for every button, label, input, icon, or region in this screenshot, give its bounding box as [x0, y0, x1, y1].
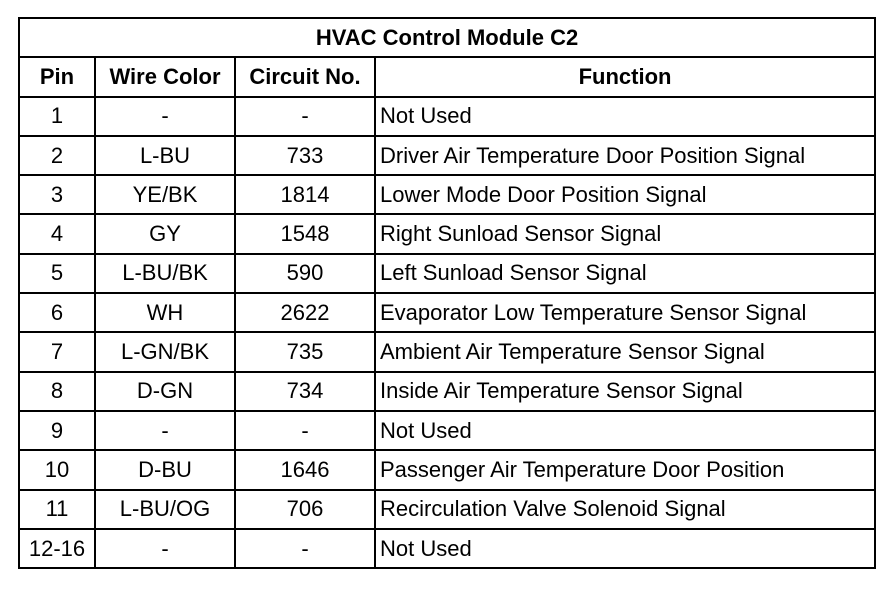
cell-circuit-no: 1646	[235, 450, 375, 489]
cell-wire-color: D-GN	[95, 372, 235, 411]
cell-function: Recirculation Valve Solenoid Signal	[375, 490, 875, 529]
header-wire-color: Wire Color	[95, 57, 235, 96]
pinout-table	[18, 17, 876, 569]
cell-function: Left Sunload Sensor Signal	[375, 254, 875, 293]
cell-pin: 4	[19, 214, 95, 253]
cell-pin: 5	[19, 254, 95, 293]
cell-circuit-no: 1814	[235, 175, 375, 214]
table-title: HVAC Control Module C2	[19, 18, 875, 57]
table-row	[19, 411, 875, 450]
cell-circuit-no: 735	[235, 332, 375, 371]
cell-circuit-no: 733	[235, 136, 375, 175]
cell-pin: 11	[19, 490, 95, 529]
cell-pin: 12-16	[19, 529, 95, 568]
cell-circuit-no: 706	[235, 490, 375, 529]
cell-pin: 6	[19, 293, 95, 332]
cell-wire-color: L-BU/BK	[95, 254, 235, 293]
table-row	[19, 372, 875, 411]
cell-wire-color: -	[95, 411, 235, 450]
cell-function: Ambient Air Temperature Sensor Signal	[375, 332, 875, 371]
table-row	[19, 332, 875, 371]
table-row	[19, 214, 875, 253]
cell-circuit-no: 590	[235, 254, 375, 293]
cell-pin: 9	[19, 411, 95, 450]
cell-function: Driver Air Temperature Door Position Signal	[375, 136, 875, 175]
cell-circuit-no: -	[235, 411, 375, 450]
cell-pin: 10	[19, 450, 95, 489]
cell-function: Right Sunload Sensor Signal	[375, 214, 875, 253]
cell-function: Not Used	[375, 411, 875, 450]
cell-function: Not Used	[375, 529, 875, 568]
table-row	[19, 450, 875, 489]
cell-circuit-no: 734	[235, 372, 375, 411]
cell-wire-color: -	[95, 529, 235, 568]
header-row	[19, 57, 875, 96]
cell-wire-color: L-BU	[95, 136, 235, 175]
header-circuit-no: Circuit No.	[235, 57, 375, 96]
cell-pin: 1	[19, 97, 95, 136]
table-row	[19, 97, 875, 136]
cell-wire-color: -	[95, 97, 235, 136]
table-row	[19, 490, 875, 529]
cell-wire-color: L-GN/BK	[95, 332, 235, 371]
cell-function: Passenger Air Temperature Door Position	[375, 450, 875, 489]
title-row	[19, 18, 875, 57]
cell-function: Evaporator Low Temperature Sensor Signal	[375, 293, 875, 332]
cell-function: Inside Air Temperature Sensor Signal	[375, 372, 875, 411]
cell-circuit-no: -	[235, 97, 375, 136]
cell-wire-color: GY	[95, 214, 235, 253]
table-row	[19, 293, 875, 332]
cell-function: Not Used	[375, 97, 875, 136]
cell-wire-color: YE/BK	[95, 175, 235, 214]
cell-function: Lower Mode Door Position Signal	[375, 175, 875, 214]
cell-circuit-no: -	[235, 529, 375, 568]
cell-pin: 2	[19, 136, 95, 175]
cell-wire-color: WH	[95, 293, 235, 332]
table-row	[19, 136, 875, 175]
cell-circuit-no: 2622	[235, 293, 375, 332]
cell-pin: 8	[19, 372, 95, 411]
table-row	[19, 254, 875, 293]
header-function: Function	[375, 57, 875, 96]
cell-wire-color: L-BU/OG	[95, 490, 235, 529]
cell-pin: 3	[19, 175, 95, 214]
cell-pin: 7	[19, 332, 95, 371]
cell-circuit-no: 1548	[235, 214, 375, 253]
cell-wire-color: D-BU	[95, 450, 235, 489]
header-pin: Pin	[19, 57, 95, 96]
table-row	[19, 529, 875, 568]
table-row	[19, 175, 875, 214]
